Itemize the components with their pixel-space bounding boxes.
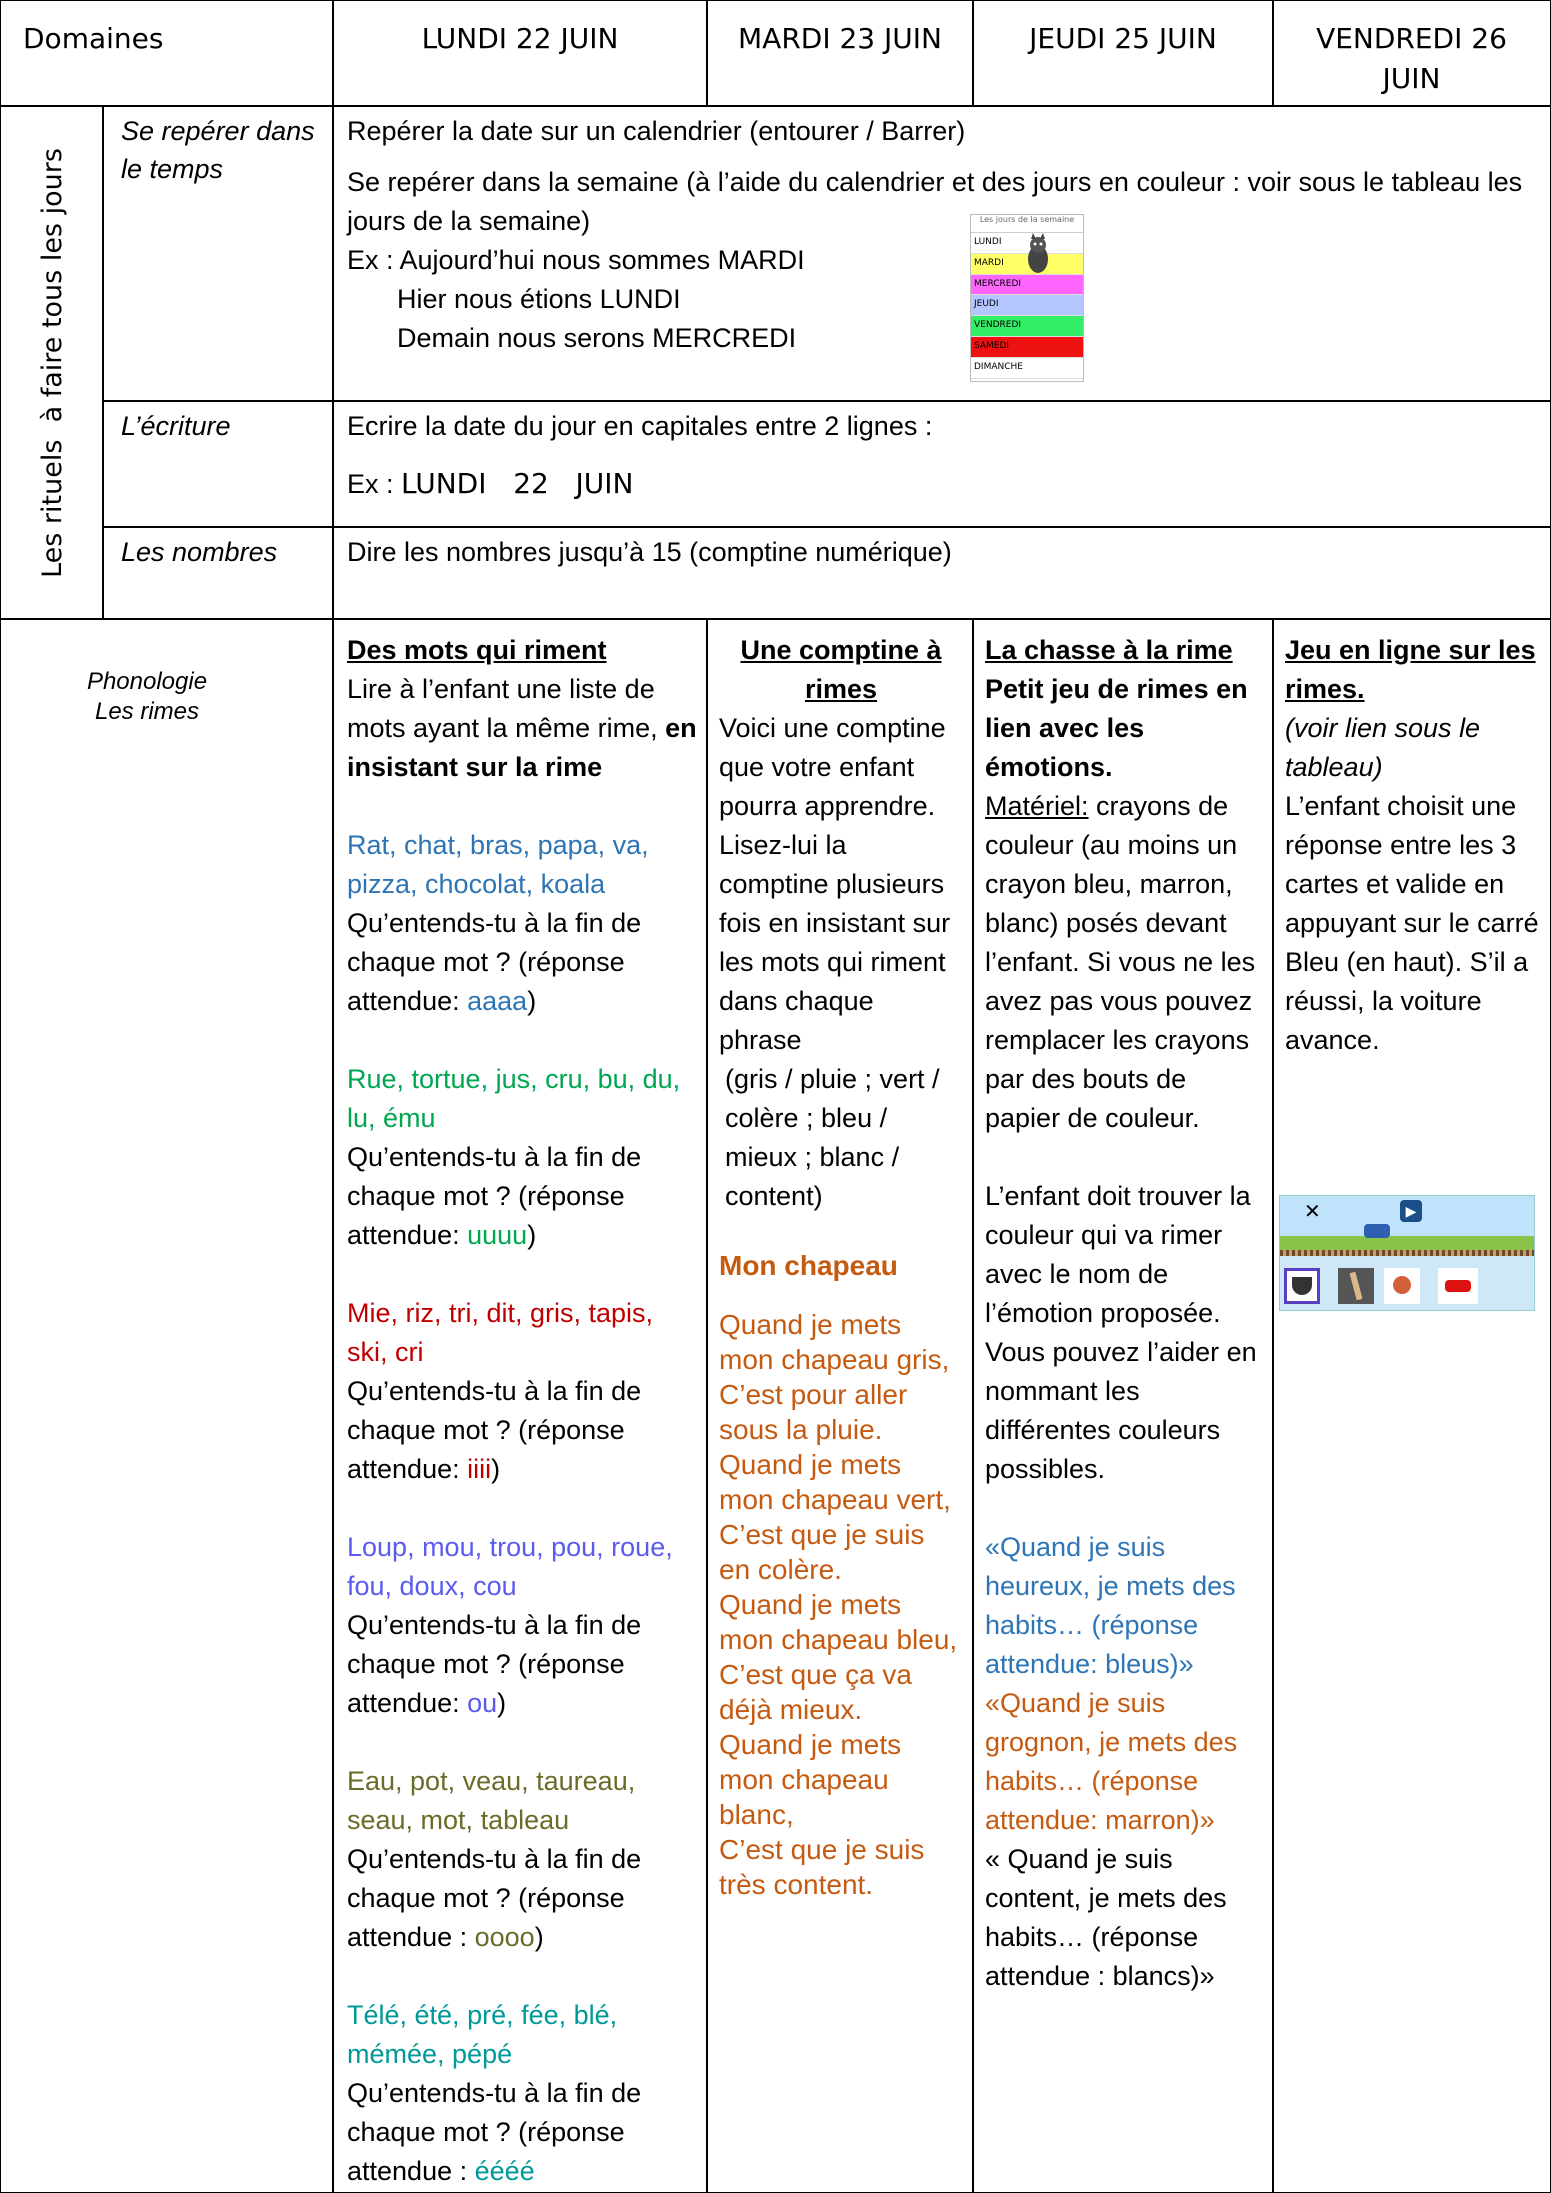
ecriture-example — [347, 464, 1536, 504]
poem-line: C’est que je suis en colère. — [719, 1519, 925, 1585]
header-day-mardi: MARDI 23 JUIN — [706, 0, 974, 107]
lundi-intro: Lire à l’enfant une liste de mots ayant la même rime, en insistant sur la rime — [347, 674, 697, 782]
poem-line: C’est pour aller sous la pluie. — [719, 1379, 908, 1445]
jeudi-content — [972, 618, 1274, 2193]
temps-ex3: Demain nous serons MERCREDI — [397, 323, 797, 353]
week-days-image — [970, 214, 1084, 382]
lundi-title: Des mots qui riment — [347, 635, 607, 665]
jeudi-q2: «Quand je suis grognon, je mets des habits… (réponse attendue: marron)» — [985, 1688, 1238, 1835]
poem-lines — [719, 1307, 963, 1902]
jeudi-instructions: L’enfant doit trouver la couleur qui va rimer avec le nom de l’émotion proposée. Vous pouvez l’aider en nommant les différentes couleurs possibles. — [985, 1181, 1257, 1484]
temps-ex2: Hier nous étions LUNDI — [397, 284, 681, 314]
vendredi-content — [1272, 618, 1551, 2193]
week-day-row: MERCREDI — [971, 275, 1083, 296]
rituels-side-label-cell — [0, 105, 104, 620]
temps-ex1: Ex : Aujourd’hui nous sommes MARDI — [347, 245, 805, 275]
game-thumbnail[interactable] — [1279, 1195, 1535, 1311]
week-day-row: JEUDI — [971, 295, 1083, 316]
rituel-temps-content — [332, 105, 1551, 402]
nombres-line1: Dire les nombres jusqu’à 15 (comptine numérique) — [347, 537, 952, 567]
jeudi-q3: « Quand je suis content, je mets des habits… (réponse attendue : blancs)» — [985, 1844, 1227, 1991]
mardi-body: Voici une comptine que votre enfant pourra apprendre. Lisez-lui la comptine plusieurs fois en insistant sur les mots qui riment dans chaque phrase — [719, 713, 951, 1055]
lundi-word-groups — [347, 787, 697, 2191]
week-day-row: VENDREDI — [971, 316, 1083, 337]
ecriture-line1: Ecrire la date du jour en capitales entre 2 lignes : — [347, 411, 933, 441]
rime-answer: oooo — [474, 1922, 535, 1952]
rime-word-list: Eau, pot, veau, taureau, seau, mot, tableau — [347, 1766, 636, 1835]
temps-line2: Se repérer dans la semaine (à l’aide du calendrier et des jours en couleur : voir sous le tableau les jours de la semaine) — [347, 167, 1523, 236]
mardi-title: Une comptine à rimes — [740, 635, 942, 704]
rime-question: Qu’entends-tu à la fin de chaque mot ? (réponse attendue: iiii) — [347, 1376, 642, 1484]
rime-question: Qu’entends-tu à la fin de chaque mot ? (réponse attendue : éééé — [347, 2078, 642, 2186]
rituel-nombres-title: Les nombres — [102, 526, 334, 620]
week-day-row: LUNDI — [971, 233, 1083, 254]
rime-word-list: Mie, riz, tri, dit, gris, tapis, ski, cri — [347, 1298, 654, 1367]
poem-title: Mon chapeau — [719, 1250, 898, 1281]
rituel-ecriture-content — [332, 400, 1551, 528]
poem-line: C’est que ça va déjà mieux. — [719, 1659, 912, 1725]
rime-answer: ou — [467, 1688, 498, 1718]
rime-answer: aaaa — [467, 986, 528, 1016]
rime-question: Qu’entends-tu à la fin de chaque mot ? (réponse attendue : oooo) — [347, 1844, 642, 1952]
ecriture-ex-prefix: Ex : — [347, 469, 394, 499]
jeudi-title: La chasse à la rime — [985, 635, 1233, 665]
week-day-row: DIMANCHE — [971, 358, 1083, 379]
car-icon — [1364, 1224, 1390, 1238]
mardi-pairs: (gris / pluie ; vert / colère ; bleu / mieux ; blanc / content) — [725, 1064, 940, 1211]
materiel-label: Matériel: — [985, 791, 1089, 821]
poem-line: Quand je mets mon chapeau blanc, — [719, 1729, 902, 1830]
rime-answer: éééé — [474, 2156, 535, 2186]
rimes-label: Les rimes — [94, 698, 200, 725]
rituel-nombres-content — [332, 526, 1551, 620]
poem-line: Quand je mets mon chapeau vert, — [719, 1449, 951, 1515]
vendredi-body: L’enfant choisit une réponse entre les 3 cartes et valide en appuyant sur le carré Bleu (en haut). S’il a réussi, la voiture avance. — [1285, 791, 1539, 1055]
poem-line: Quand je mets mon chapeau bleu, — [719, 1589, 958, 1655]
mardi-content — [706, 618, 974, 2193]
header-domaines: Domaines — [0, 0, 334, 107]
rime-answer: uuuu — [467, 1220, 528, 1250]
rituels-side-label: Les rituels à faire tous les jours — [37, 148, 68, 578]
card-cup-icon[interactable] — [1284, 1268, 1320, 1304]
phonologie-label-cell — [0, 618, 334, 2193]
jeudi-materiel: Matériel: crayons de couleur (au moins un crayon bleu, marron, blanc) posés devant l’enfant. Si vous ne les avez pas vous pouvez remplacer les crayons par des bouts de papier de couleur. — [985, 791, 1256, 1133]
week-image-title: Les jours de la semaine — [971, 215, 1083, 233]
ecriture-ex-value: LUNDI 22 JUIN — [401, 467, 634, 500]
rime-question: Qu’entends-tu à la fin de chaque mot ? (réponse attendue: uuuu) — [347, 1142, 642, 1250]
poem-line: C’est que je suis très content. — [719, 1834, 925, 1900]
header-day-jeudi: JEUDI 25 JUIN — [972, 0, 1274, 107]
header-day-lundi: LUNDI 22 JUIN — [332, 0, 708, 107]
poem-line: Quand je mets mon chapeau gris, — [719, 1309, 950, 1375]
lundi-content — [332, 618, 708, 2193]
card-stick-icon[interactable] — [1338, 1268, 1374, 1304]
windmill-icon: ✕ — [1304, 1201, 1321, 1223]
lundi-intro-bold: en insistant sur la rime — [347, 713, 697, 782]
phonologie-label: Phonologie — [86, 668, 208, 695]
rime-word-list: Rat, chat, bras, papa, va, pizza, chocolat, koala — [347, 830, 649, 899]
rime-answer: iiii — [467, 1454, 492, 1484]
vendredi-note: (voir lien sous le tableau) — [1285, 713, 1481, 782]
card-person-icon[interactable] — [1384, 1268, 1420, 1304]
wolf-icon — [1021, 233, 1055, 277]
rime-question: Qu’entends-tu à la fin de chaque mot ? (réponse attendue: aaaa) — [347, 908, 642, 1016]
play-icon[interactable]: ▶ — [1400, 1200, 1422, 1222]
jeudi-q1: «Quand je suis heureux, je mets des habits… (réponse attendue: bleus)» — [985, 1532, 1236, 1679]
rime-word-list: Loup, mou, trou, pou, roue, fou, doux, cou — [347, 1532, 673, 1601]
rime-word-list: Télé, été, pré, fée, blé, mémée, pépé — [347, 2000, 618, 2069]
week-day-row: SAMEDI — [971, 337, 1083, 358]
rime-question: Qu’entends-tu à la fin de chaque mot ? (réponse attendue: ou) — [347, 1610, 642, 1718]
jeudi-subtitle: Petit jeu de rimes en lien avec les émotions. — [985, 674, 1248, 782]
rituel-temps-title: Se repérer dans le temps — [102, 105, 334, 402]
week-day-row: MARDI — [971, 254, 1083, 275]
rime-word-list: Rue, tortue, jus, cru, bu, du, lu, ému — [347, 1064, 681, 1133]
rituel-ecriture-title: L’écriture — [102, 400, 334, 528]
header-day-vendredi: VENDREDI 26 JUIN — [1272, 0, 1551, 107]
card-car-icon[interactable] — [1438, 1268, 1478, 1304]
temps-line1: Repérer la date sur un calendrier (entourer / Barrer) — [347, 116, 966, 146]
vendredi-title: Jeu en ligne sur les rimes. — [1285, 635, 1536, 704]
